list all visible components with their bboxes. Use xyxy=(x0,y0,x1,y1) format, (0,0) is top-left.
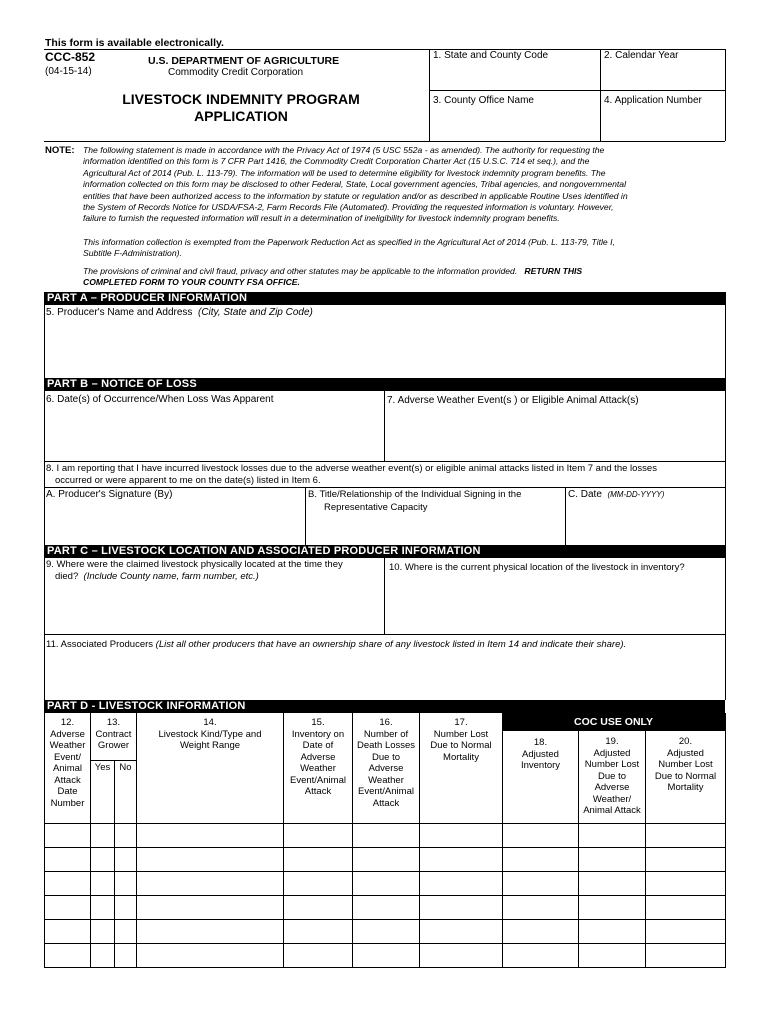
state-county-code-field[interactable]: 1. State and County Code xyxy=(433,50,549,61)
availability-note: This form is available electronically. xyxy=(45,37,224,49)
item9-label: 9. Where were the claimed livestock physically located at the time they died? (Include County name, farm number, etc.) xyxy=(46,559,343,582)
county-office-name-field[interactable]: 3. County Office Name xyxy=(433,95,534,106)
producer-signature-field[interactable] xyxy=(44,487,304,545)
signature-date-field[interactable] xyxy=(566,487,725,545)
col19-header: 19. Adjusted Number Lost Due to Adverse Weather/ Animal Attack xyxy=(583,736,641,816)
producer-name-address-field[interactable] xyxy=(44,305,725,378)
signature-date-label: C. Date (MM-DD-YYYY) xyxy=(568,489,665,500)
form-date: (04-15-14) xyxy=(45,66,92,77)
note-label: NOTE: xyxy=(45,145,75,156)
associated-producers-field[interactable] xyxy=(44,635,725,700)
signer-title-label: B. Title/Relationship of the Individual Signing in the Representative Capacity xyxy=(308,489,522,513)
agency-name: U.S. DEPARTMENT OF AGRICULTURE xyxy=(148,55,340,67)
col17-header: 17. Number Lost Due to Normal Mortality xyxy=(430,717,492,763)
producer-signature-label: A. Producer's Signature (By) xyxy=(46,489,173,500)
livestock-current-location-field[interactable] xyxy=(385,558,725,634)
livestock-row-6[interactable] xyxy=(45,944,725,967)
form-title: LIVESTOCK INDEMNITY PROGRAM APPLICATION xyxy=(122,91,360,124)
form-number: CCC-852 xyxy=(45,50,96,64)
col15-header: 15. Inventory on Date of Adverse Weather Event/Animal Attack xyxy=(290,717,346,797)
item10-label: 10. Where is the current physical location of the livestock in inventory? xyxy=(389,562,685,573)
livestock-death-location-field[interactable] xyxy=(44,558,384,634)
livestock-row-2[interactable] xyxy=(45,848,725,871)
livestock-row-4[interactable] xyxy=(45,896,725,919)
livestock-row-5[interactable] xyxy=(45,920,725,943)
item8-certification: 8. I am reporting that I have incurred livestock losses due to the adverse weather event(s) or eligible animal attacks listed in Item 7 and the losses occurred or were apparent to me on the date(s) listed in Item 6. xyxy=(46,463,657,486)
col13-header: 13. Contract Grower xyxy=(95,717,132,751)
col12-header: 12. Adverse Weather Event/ Animal Attack Date Number xyxy=(49,717,86,809)
part-a-header: PART A – PRODUCER INFORMATION xyxy=(44,292,725,305)
application-number-field[interactable]: 4. Application Number xyxy=(604,95,702,106)
privacy-act-statement: The following statement is made in accordance with the Privacy Act of 1974 (5 USC 552a - as amended). The authority for requesting the information identified on this form is 7 CFR Part 1416, the Commodity Credit Corporation Charter Act (15 U.S.C. 714 et seq.), and the Agricultural Act of 2014 (Pub. L. 113-79). The information will be used to determine eligibility for livestock indemnity program benefits. The information collected on this form may be disclosed to other Federal, State, Local government agencies, Tribal agencies, and nongovernmental entities that have been authorized access to the information by statute or regulation and/or as described in applicable Routine Uses identified in the System of Records Notice for USDA/FSA-2, Farm Records File (Automated). Providing the requested information is voluntary. However, failure to furnish the requested information will result in a determination of ineligibility for livestock indemnity program benefits. xyxy=(83,145,628,224)
col20-header: 20. Adjusted Number Lost Due to Normal Mortality xyxy=(654,736,717,793)
item11-label: 11. Associated Producers (List all other producers that have an ownership share of any livestock listed in Item 14 and indicate their share). xyxy=(46,639,627,650)
col13-no-header: No xyxy=(119,762,132,773)
sub-agency-name: Commodity Credit Corporation xyxy=(168,67,304,78)
part-c-header: PART C – LIVESTOCK LOCATION AND ASSOCIATED PRODUCER INFORMATION xyxy=(44,545,725,558)
col16-header: 16. Number of Death Losses Due to Adverse Weather Event/Animal Attack xyxy=(356,717,416,809)
calendar-year-field[interactable]: 2. Calendar Year xyxy=(604,50,679,61)
loss-date-field[interactable] xyxy=(44,391,384,461)
adverse-weather-event-field[interactable] xyxy=(385,391,725,461)
col18-header: 18. Adjusted Inventory xyxy=(520,737,561,771)
col14-header: 14. Livestock Kind/Type and Weight Range xyxy=(158,717,262,751)
item6-label: 6. Date(s) of Occurrence/When Loss Was Apparent xyxy=(46,394,274,405)
paperwork-reduction-statement: This information collection is exempted from the Paperwork Reduction Act as specified in the Agricultural Act of 2014 (Pub. L. 113-79, Title I, Subtitle F-Administration). xyxy=(83,237,615,259)
fraud-statement: The provisions of criminal and civil fraud, privacy and other statutes may be applicable to the information provided. RETURN THIS COMPLETED FORM TO YOUR COUNTY FSA OFFICE. xyxy=(83,266,583,288)
part-d-header: PART D - LIVESTOCK INFORMATION xyxy=(44,700,725,713)
signer-title-field[interactable] xyxy=(306,487,565,545)
livestock-row-3[interactable] xyxy=(45,872,725,895)
part-b-header: PART B – NOTICE OF LOSS xyxy=(44,378,725,391)
coc-use-only-header: COC USE ONLY xyxy=(502,713,725,731)
item5-label: 5. Producer's Name and Address (City, State and Zip Code) xyxy=(46,307,313,318)
item7-label: 7. Adverse Weather Event(s ) or Eligible Animal Attack(s) xyxy=(387,395,639,406)
livestock-row-1[interactable] xyxy=(45,824,725,847)
col13-yes-header: Yes xyxy=(94,762,111,773)
